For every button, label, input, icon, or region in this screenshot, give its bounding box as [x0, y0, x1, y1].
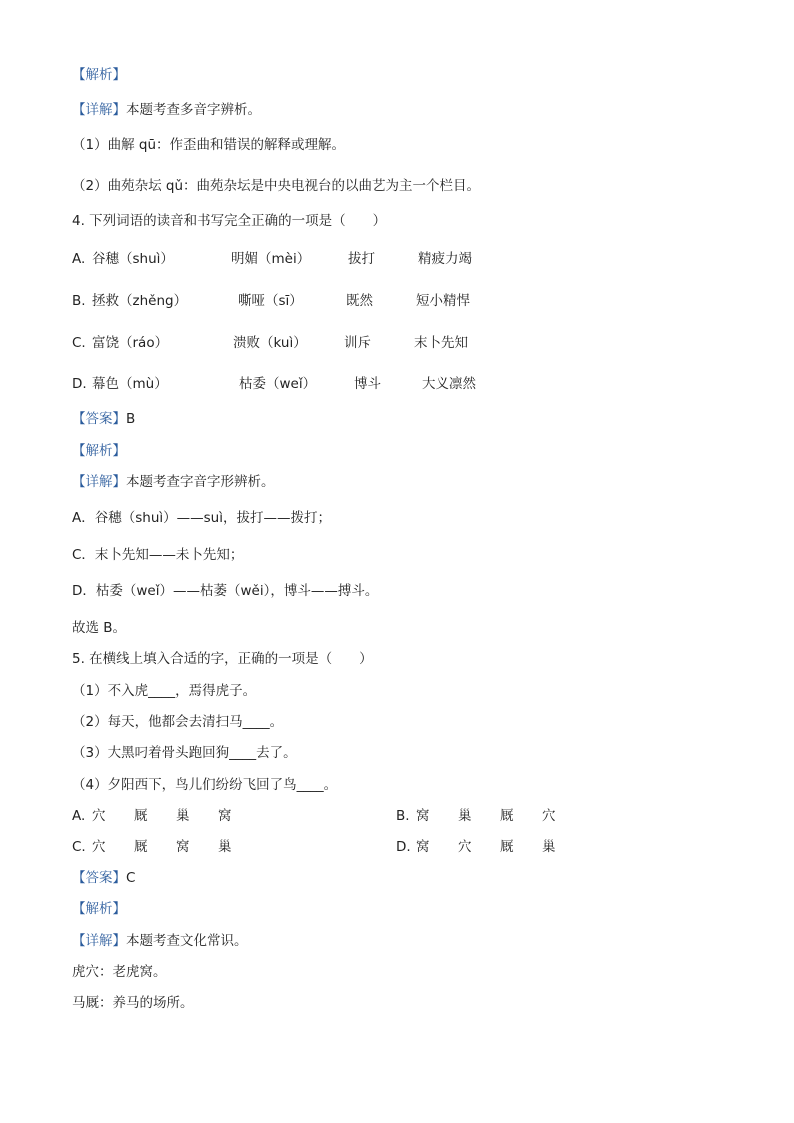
- option-item: 训斥: [344, 335, 371, 351]
- option-char: 厩: [500, 808, 514, 824]
- option-item: 嘶哑（sī）: [238, 293, 303, 309]
- option-item: 既然: [346, 293, 373, 309]
- option-char: 厩: [134, 839, 148, 855]
- question-stem: 4. 下列词语的读音和书写完全正确的一项是（ ）: [72, 213, 387, 229]
- option-label: C.: [72, 839, 86, 855]
- answer-value: B: [126, 411, 136, 427]
- option-char: 窝: [416, 839, 430, 855]
- option-item: 富饶（ráo）: [92, 335, 169, 351]
- option-label: C.: [72, 335, 86, 351]
- blank-item: （2）每天，他都会去清扫马____。: [72, 714, 284, 730]
- blank-item: （1）不入虎____，焉得虎子。: [72, 683, 257, 699]
- explanation-line: （1）曲解 qū：作歪曲和错误的解释或理解。: [72, 137, 346, 153]
- explanation-line: C．末卜先知——未卜先知；: [72, 547, 244, 563]
- analysis-tag: 【解析】: [72, 67, 126, 83]
- option-label: A.: [72, 808, 86, 824]
- explanation-line: A．谷穗（shuì）——suì，拔打——拨打；: [72, 510, 331, 526]
- option-item: 大义凛然: [422, 376, 476, 392]
- option-char: 巢: [176, 808, 190, 824]
- analysis-tag: 【解析】: [72, 443, 126, 459]
- detail-line: [72, 101, 261, 119]
- option-char: 穴: [92, 839, 106, 855]
- answer-value: C: [126, 870, 136, 886]
- option-char: 巢: [218, 839, 232, 855]
- option-item: 枯委（weǐ）: [239, 376, 317, 392]
- option-char: 窝: [416, 808, 430, 824]
- question-stem: 5. 在横线上填入合适的字，正确的一项是（ ）: [72, 651, 373, 667]
- option-char: 穴: [458, 839, 472, 855]
- option-char: 穴: [542, 808, 556, 824]
- detail-text: 本题考查文化常识。: [126, 933, 248, 949]
- option-item: 短小精悍: [416, 293, 470, 309]
- explanation-line: 虎穴：老虎窝。: [72, 964, 167, 980]
- option-item: 拯救（zhěng）: [92, 293, 188, 309]
- option-label: D.: [72, 376, 87, 392]
- explanation-line: （2）曲苑杂坛 qǔ：曲苑杂坛是中央电视台的以曲艺为主一个栏目。: [72, 178, 481, 194]
- option-char: 穴: [92, 808, 106, 824]
- detail-tag: 【详解】: [72, 102, 126, 118]
- option-item: 幕色（mù）: [92, 376, 168, 392]
- answer-tag: 【答案】: [72, 870, 126, 886]
- detail-tag: 【详解】: [72, 933, 126, 949]
- explanation-line: D．枯委（weǐ）——枯萎（wěi），博斗——搏斗。: [72, 583, 379, 599]
- option-item: 谷穗（shuì）: [92, 251, 174, 267]
- option-char: 厩: [134, 808, 148, 824]
- option-item: 拔打: [348, 251, 375, 267]
- option-char: 巢: [458, 808, 472, 824]
- detail-text: 本题考查字音字形辨析。: [126, 474, 275, 490]
- option-char: 厩: [500, 839, 514, 855]
- option-char: 窝: [176, 839, 190, 855]
- option-label: B.: [396, 808, 410, 824]
- option-label: A.: [72, 251, 86, 267]
- option-char: 窝: [218, 808, 232, 824]
- option-label: B.: [72, 293, 86, 309]
- option-item: 博斗: [354, 376, 381, 392]
- conclusion-line: 故选 B。: [72, 620, 127, 636]
- option-item: 末卜先知: [414, 335, 468, 351]
- answer-line: [72, 410, 135, 428]
- answer-tag: 【答案】: [72, 411, 126, 427]
- explanation-line: 马厩：养马的场所。: [72, 995, 194, 1011]
- blank-item: （3）大黑叼着骨头跑回狗____去了。: [72, 745, 297, 761]
- detail-tag: 【详解】: [72, 474, 126, 490]
- option-label: D.: [396, 839, 411, 855]
- option-item: 明媚（mèi）: [231, 251, 311, 267]
- detail-line: [72, 473, 275, 491]
- option-item: 精疲力竭: [418, 251, 472, 267]
- option-item: 溃败（kuì）: [233, 335, 307, 351]
- analysis-tag: 【解析】: [72, 901, 126, 917]
- blank-item: （4）夕阳西下，鸟儿们纷纷飞回了鸟____。: [72, 777, 338, 793]
- detail-line: [72, 932, 248, 950]
- answer-line: [72, 869, 135, 887]
- option-char: 巢: [542, 839, 556, 855]
- detail-text: 本题考查多音字辨析。: [126, 102, 261, 118]
